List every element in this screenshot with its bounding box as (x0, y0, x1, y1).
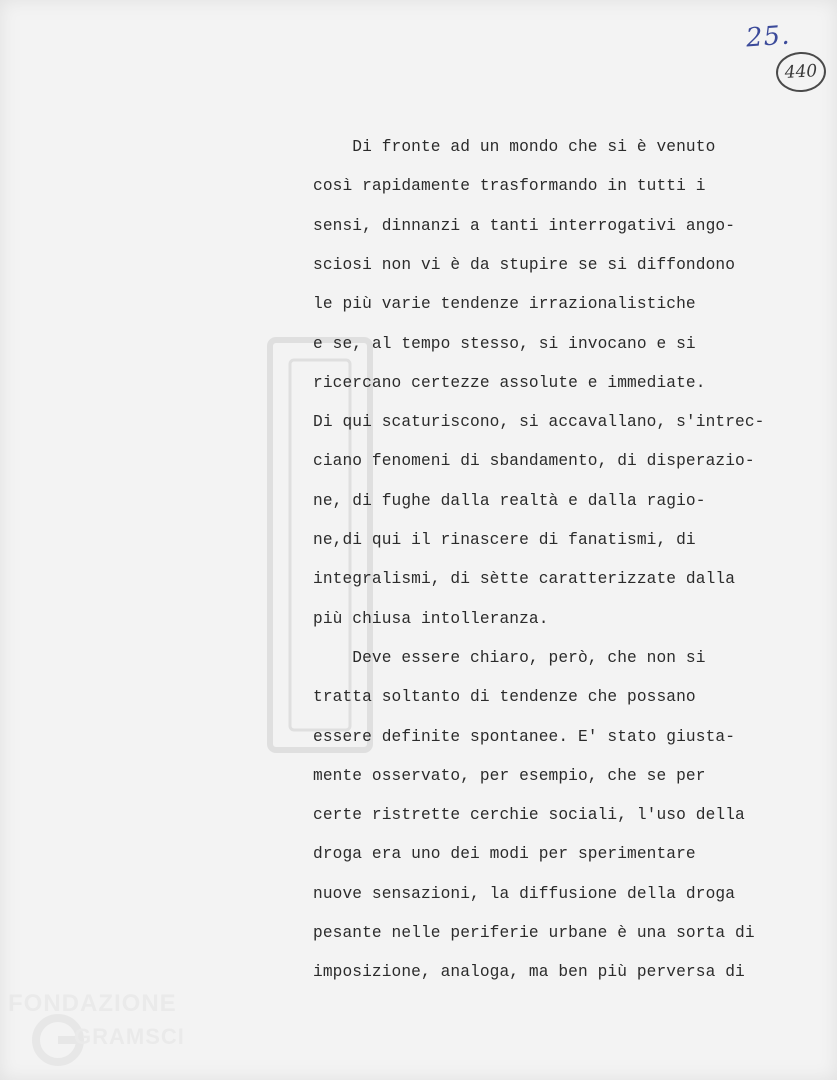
text-line: sciosi non vi è da stupire se si diffondono (313, 256, 736, 274)
text-line: le più varie tendenze irrazionalistiche (313, 295, 696, 313)
text-line: droga era uno dei modi per sperimentare (313, 845, 696, 863)
text-line: ne,di qui il rinascere di fanatismi, di (313, 531, 696, 549)
text-line: ne, di fughe dalla realtà e dalla ragio- (313, 492, 706, 510)
text-line: sensi, dinnanzi a tanti interrogativi ango- (313, 217, 736, 235)
watermark-line-1: FONDAZIONE (8, 990, 177, 1017)
text-line: Di qui scaturiscono, si accavallano, s'intrec- (313, 413, 765, 431)
text-line: Di fronte ad un mondo che si è venuto (313, 138, 716, 156)
watermark-line-2: GRAMSCI (74, 1024, 185, 1049)
archive-number-text: 440 (784, 61, 818, 83)
text-line: imposizione, analoga, ma ben più perversa di (313, 963, 745, 981)
text-line: e se, al tempo stesso, si invocano e si (313, 335, 696, 353)
text-line: ricercano certezze assolute e immediate. (313, 374, 706, 392)
handwritten-archive-number (775, 51, 827, 94)
text-line: pesante nelle periferie urbane è una sorta di (313, 924, 755, 942)
text-line: più chiusa intolleranza. (313, 610, 549, 628)
text-line: mente osservato, per esempio, che se per (313, 767, 706, 785)
foundation-watermark (8, 988, 218, 1068)
text-line: ciano fenomeni di sbandamento, di disperazio- (313, 452, 755, 470)
text-line: integralismi, di sètte caratterizzate dalla (313, 570, 736, 588)
text-line: essere definite spontanee. E' stato giusta- (313, 728, 736, 746)
text-line: nuove sensazioni, la diffusione della droga (313, 885, 736, 903)
text-line: così rapidamente trasformando in tutti i (313, 177, 706, 195)
handwritten-page-number: 25. (745, 20, 792, 54)
text-line: certe ristrette cerchie sociali, l'uso della (313, 806, 745, 824)
text-line: tratta soltanto di tendenze che possano (313, 688, 696, 706)
text-line: Deve essere chiaro, però, che non si (313, 649, 706, 667)
